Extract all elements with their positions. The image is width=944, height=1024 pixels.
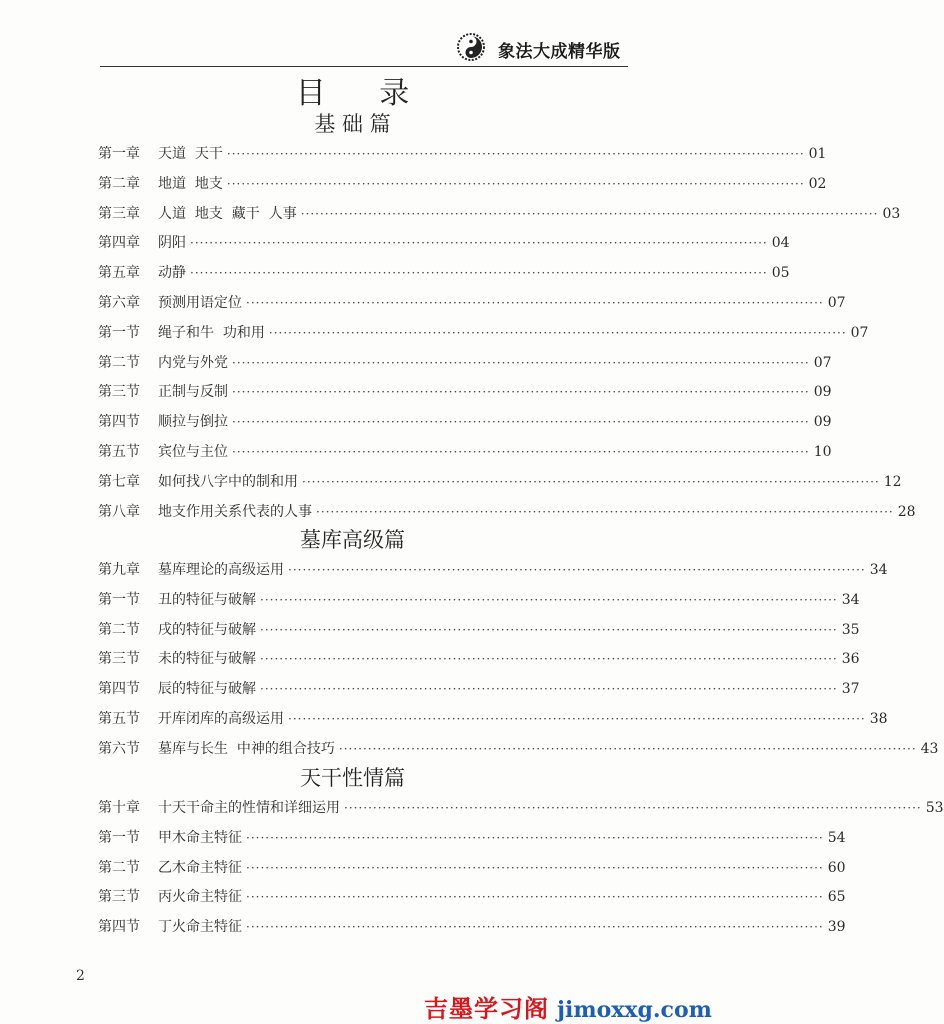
entry-title: 如何找八字中的制和用 [158,473,298,490]
entry-title: 戌的特征与破解 [158,621,256,638]
entry-chapter-label: 第九章 [98,562,140,578]
toc-entry[interactable] [98,678,860,700]
toc-entry[interactable] [98,352,832,374]
entry-page-number: 60 [827,859,846,876]
dot-leader: ························································································································ [232,355,810,370]
entry-page-number: 36 [841,651,860,668]
entry-title: 内党与外党 [158,354,228,371]
entry-title: 预测用语定位 [158,295,242,311]
dot-leader: ························································································································ [226,176,805,191]
entry-page-number: 07 [850,324,869,341]
entry-chapter-label: 第四章 [98,235,140,252]
entry-page-number: 34 [869,562,888,578]
toc-entry[interactable] [98,203,901,225]
watermark-url: jimoxxg.com [557,997,712,1023]
dot-leader: ························································································································ [190,266,768,281]
entry-title: 正制与反制 [158,384,228,401]
dot-leader: ························································································································ [260,652,838,667]
watermark-site-name: 吉墨学习阁 [424,995,549,1023]
entry-title: 顺拉与倒拉 [158,414,228,431]
toc-entry[interactable] [98,648,860,670]
dot-leader: ························································································································ [260,592,838,607]
entry-chapter-label: 第三节 [98,384,140,401]
entry-page-number: 54 [827,829,846,846]
entry-chapter-label: 第二节 [98,354,140,371]
dot-leader: ························································································································ [268,325,847,340]
entry-title: 墓库理论的高级运用 [158,562,284,578]
entry-title: 墓库与长生 中神的组合技巧 [158,740,335,757]
book-series-title: 象法大成精华版 [498,42,621,62]
entry-page-number: 12 [883,473,902,490]
entry-title: 宾位与主位 [158,444,228,460]
dot-leader: ························································································································ [300,206,879,221]
dot-leader: ························································································································ [260,622,838,637]
toc-entry[interactable] [98,441,832,463]
entry-chapter-label: 第三节 [98,889,140,906]
entry-title: 辰的特征与破解 [158,681,256,698]
toc-entry[interactable] [98,738,939,760]
entry-chapter-label: 第八章 [98,503,140,520]
entry-chapter-label: 第三章 [98,205,140,222]
entry-page-number: 38 [869,711,888,727]
entry-chapter-label: 第一节 [98,829,140,846]
section-title: 基 础 篇 [314,112,391,136]
dot-leader: ························································································································ [232,385,810,400]
toc-entry[interactable] [98,262,790,284]
dot-leader: ························································································································ [316,504,894,519]
entry-chapter-label: 第二节 [98,859,140,876]
entry-chapter-label: 第一节 [98,591,140,608]
toc-entry[interactable] [98,232,790,254]
entry-page-number: 09 [813,414,832,431]
entry-page-number: 01 [808,146,827,162]
dot-leader: ························································································································ [344,801,922,815]
entry-title: 开库闭库的高级运用 [158,711,284,727]
entry-title: 甲木命主特征 [158,829,242,846]
yin-yang-icon [456,32,486,62]
entry-title: 乙木命主特征 [158,859,242,876]
dot-leader: ························································································································ [246,860,824,875]
toc-entry[interactable] [98,471,902,493]
entry-title: 丑的特征与破解 [158,591,256,608]
entry-page-number: 65 [827,889,846,906]
entry-page-number: 43 [920,740,939,757]
dot-leader: ························································································································ [260,682,838,697]
entry-chapter-label: 第五节 [98,711,140,727]
entry-chapter-label: 第六章 [98,295,140,311]
entry-page-number: 02 [808,175,827,192]
entry-title: 地道 地支 [158,175,223,192]
entry-chapter-label: 第四节 [98,919,140,936]
entry-title: 丙火命主特征 [158,889,242,906]
dot-leader: ························································································································ [288,563,866,577]
entry-page-number: 10 [813,444,832,460]
dot-leader: ························································································································ [302,474,880,489]
dot-leader: ························································································································ [338,741,917,756]
entry-chapter-label: 第七章 [98,473,140,490]
entry-chapter-label: 第五章 [98,265,140,282]
entry-page-number: 05 [771,265,790,282]
entry-page-number: 35 [841,621,860,638]
entry-page-number: 07 [813,354,832,371]
toc-entry[interactable] [98,619,860,641]
toc-entry[interactable] [98,322,869,344]
dot-leader: ························································································································ [288,712,866,726]
dot-leader: ························································································································ [232,415,810,430]
toc-entry[interactable] [98,292,846,314]
dot-leader: ························································································································ [190,236,768,251]
entry-title: 动静 [158,265,186,282]
entry-chapter-label: 第四节 [98,681,140,698]
toc-entry[interactable] [98,501,916,523]
entry-title: 人道 地支 藏干 人事 [158,205,297,222]
entry-chapter-label: 第二节 [98,621,140,638]
toc-entry[interactable] [98,143,827,165]
entry-chapter-label: 第五节 [98,444,140,460]
section-title: 墓库高级篇 [300,528,405,552]
entry-title: 绳子和牛 功和用 [158,324,265,341]
entry-chapter-label: 第一节 [98,324,140,341]
entry-title: 丁火命主特征 [158,919,242,936]
entry-chapter-label: 第一章 [98,146,140,162]
entry-page-number: 09 [813,384,832,401]
entry-page-number: 39 [827,919,846,936]
toc-entry[interactable] [98,708,888,730]
dot-leader: ························································································································ [246,296,824,310]
toc-entry[interactable] [98,827,846,849]
toc-title: 目 录 [295,76,432,111]
entry-chapter-label: 第二章 [98,175,140,192]
entry-title: 天道 天干 [158,146,223,162]
entry-title: 地支作用关系代表的人事 [158,503,312,520]
toc-entry[interactable] [98,916,846,938]
entry-chapter-label: 第四节 [98,414,140,431]
dot-leader: ························································································································ [246,890,824,905]
toc-entry[interactable] [98,411,832,433]
entry-page-number: 37 [841,681,860,698]
entry-chapter-label: 第三节 [98,651,140,668]
entry-chapter-label: 第十章 [98,800,140,816]
watermark [424,989,712,1023]
running-header [100,30,628,67]
entry-page-number: 53 [925,800,944,816]
entry-page-number: 34 [841,591,860,608]
entry-chapter-label: 第六节 [98,740,140,757]
dot-leader: ························································································································ [246,920,824,935]
dot-leader: ························································································································ [246,830,824,845]
entry-page-number: 03 [882,205,901,222]
toc-entry[interactable] [98,559,888,581]
toc-entry[interactable] [98,589,860,611]
toc-entry[interactable] [98,857,846,879]
toc-entry[interactable] [98,173,827,195]
dot-leader: ························································································································ [226,147,805,161]
toc-entry[interactable] [98,381,832,403]
entry-title: 十天干命主的性情和详细运用 [158,800,340,816]
dot-leader: ························································································································ [232,445,810,459]
toc-entry[interactable] [98,886,846,908]
entry-title: 未的特征与破解 [158,651,256,668]
entry-page-number: 07 [827,295,846,311]
entry-title: 阴阳 [158,235,186,252]
entry-page-number: 04 [771,235,790,252]
toc-entry[interactable] [98,797,944,819]
page-number: 2 [76,968,85,984]
entry-page-number: 28 [897,503,916,520]
section-title: 天干性情篇 [300,766,405,790]
